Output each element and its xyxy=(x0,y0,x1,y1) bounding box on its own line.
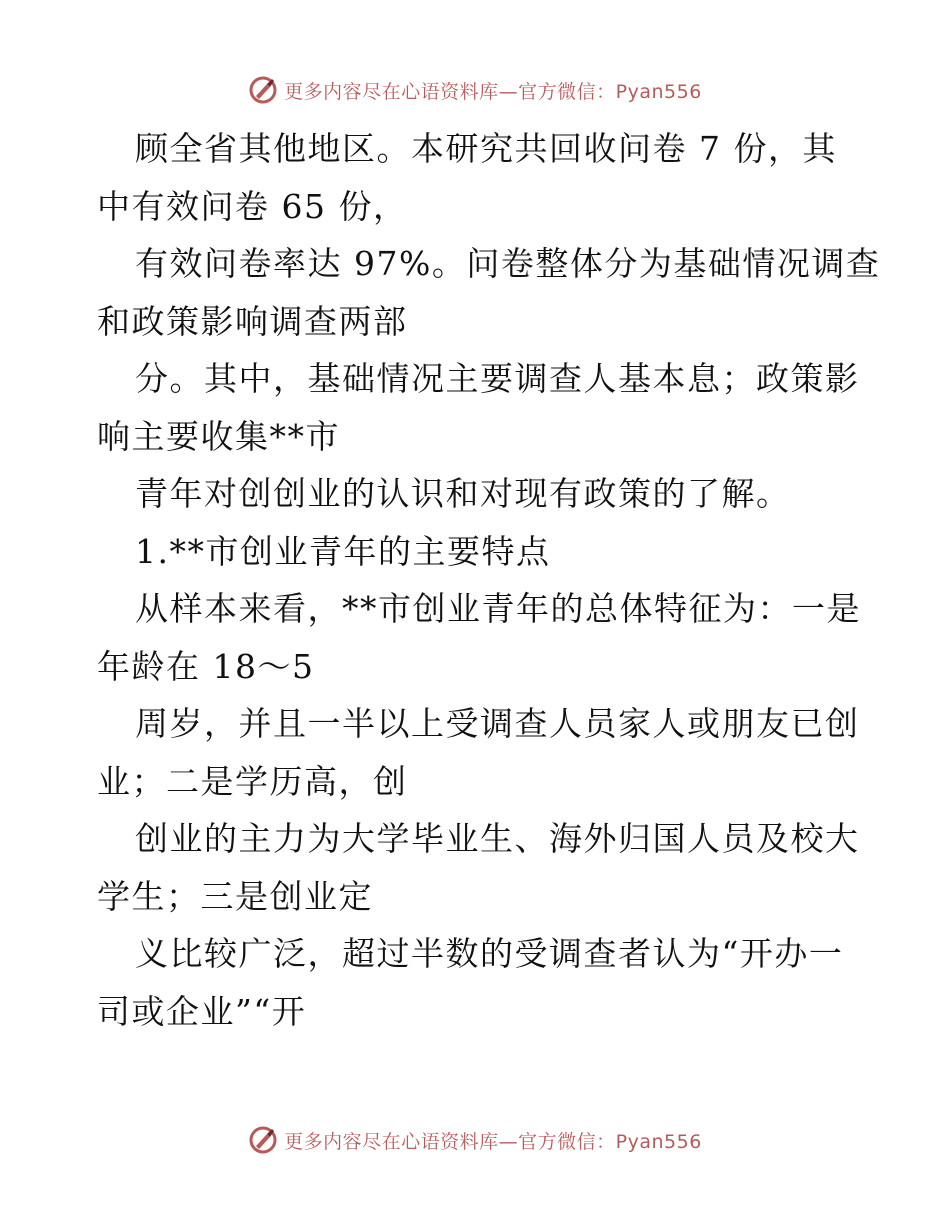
brand-logo-icon xyxy=(248,1125,278,1155)
footer-watermark-text: 更多内容尽在心语资料库—官方微信：Pyan556 xyxy=(284,1130,702,1153)
brand-logo-icon xyxy=(248,75,278,105)
text-line: 中有效问卷 65 份， xyxy=(97,186,408,226)
text-line: 分。其中，基础情况主要调查人基本息；政策影 xyxy=(135,359,860,398)
text-line: 周岁，并且一半以上受调查人员家人或朋友已创 xyxy=(135,704,860,743)
text-line: 和政策影响调查两部 xyxy=(97,301,408,341)
text-line: 从样本来看，**市创业青年的总体特征为：一是 xyxy=(135,589,861,628)
header-watermark-text: 更多内容尽在心语资料库—官方微信：Pyan556 xyxy=(284,80,702,103)
document-body xyxy=(97,120,881,1040)
text-line: 有效问卷率达 97%。问卷整体分为基础情况调查 xyxy=(135,244,881,283)
text-line: 创业的主力为大学毕业生、海外归国人员及校大 xyxy=(135,819,860,858)
text-line: 响主要收集**市 xyxy=(97,416,340,456)
text-line: 年龄在 18～5 xyxy=(97,646,315,686)
text-line: 义比较广泛，超过半数的受调查者认为“开办一 xyxy=(135,934,844,973)
text-line: 业；二是学历高，创 xyxy=(97,761,408,801)
section-heading: 1.**市创业青年的主要特点 xyxy=(135,531,551,571)
text-line: 顾全省其他地区。本研究共回收问卷 7 份，其 xyxy=(135,129,837,168)
header-watermark xyxy=(0,73,950,107)
text-line: 学生；三是创业定 xyxy=(97,876,373,916)
footer-watermark xyxy=(0,1123,950,1157)
text-line: 青年对创创业的认识和对现有政策的了解。 xyxy=(135,474,791,513)
text-line: 司或企业”“开 xyxy=(97,991,307,1031)
